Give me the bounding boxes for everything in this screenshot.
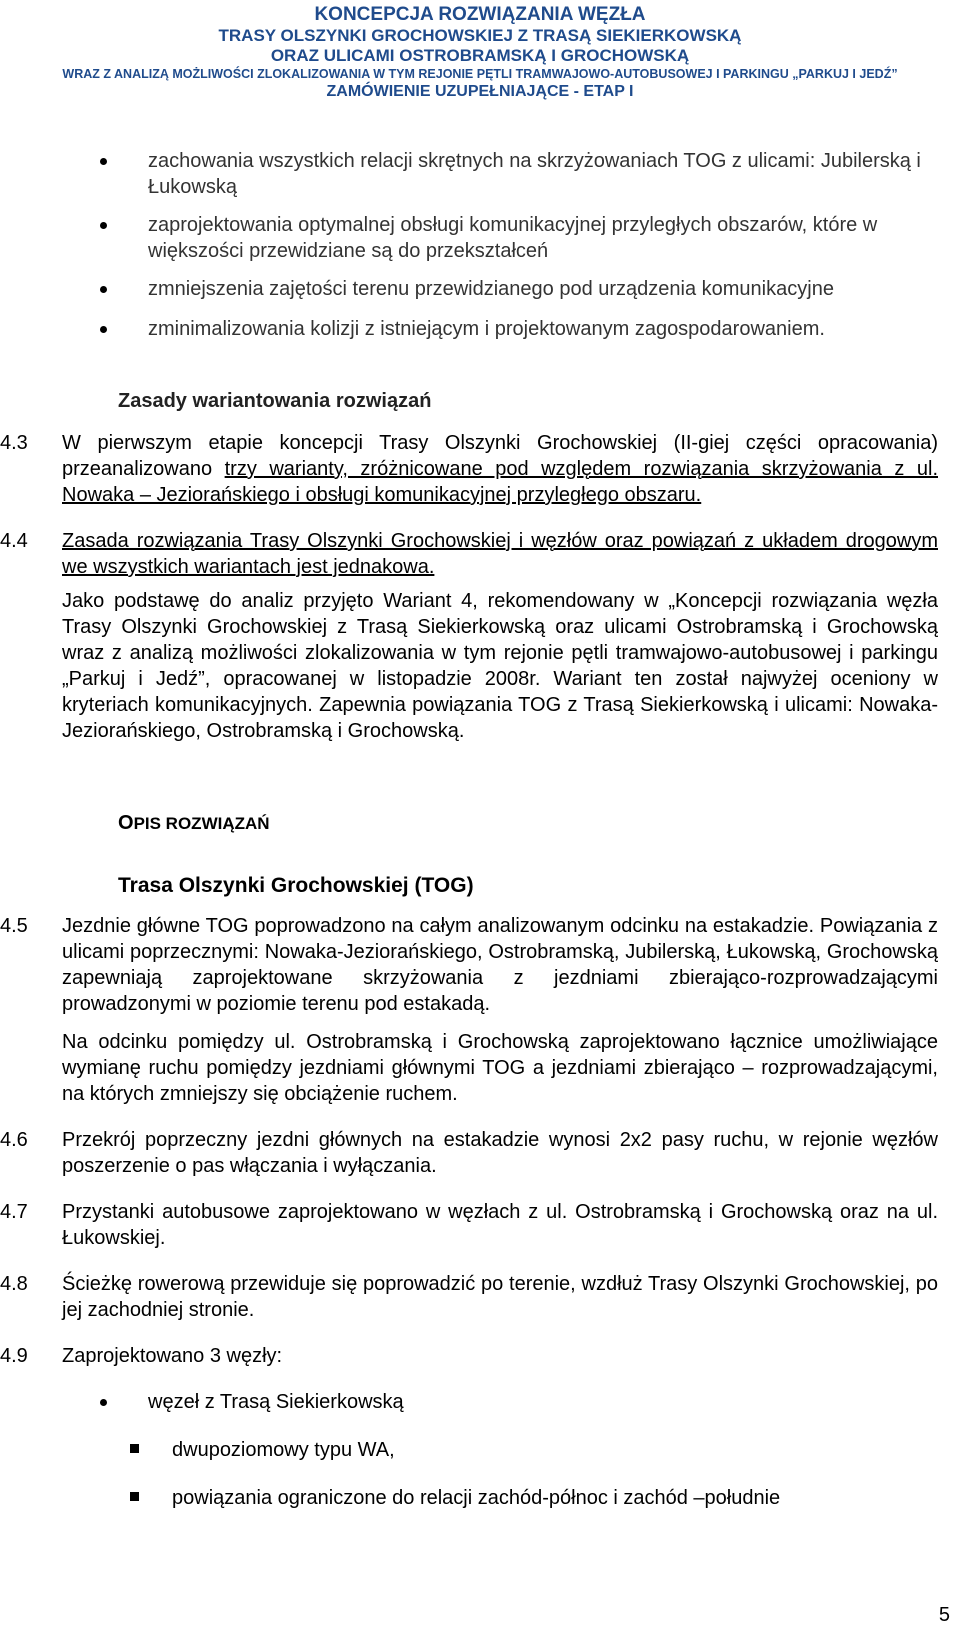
paragraph-number: 4.9	[0, 1345, 28, 1367]
bullet-dot-icon	[100, 286, 107, 293]
paragraph-4-7: 4.7 Przystanki autobusowe zaprojektowano w węzłach z ul. Ostrobramską i Grochowską oraz na ul. Łukowskiej.	[0, 1201, 938, 1249]
bullet-dot-icon	[100, 222, 107, 229]
page-number: 5	[938, 1604, 950, 1626]
header-line-4: WRAZ Z ANALIZĄ MOŻLIWOŚCI ZLOKALIZOWANIA W TYM REJONIE PĘTLI TRAMWAJOWO-AUTOBUSOWEJ I PARKINGU „PARKUJ I JEDŹ”	[62, 66, 898, 81]
paragraph-4-5-continued: Na odcinku pomiędzy ul. Ostrobramską i Grochowską zaprojektowano łącznice umożliwiające wymianę ruchu pomiędzy jezdniami głównymi TOG a jezdniami zbierająco – rozprowadzającymi, na których zmniejszy się obciążenie ruchem.	[62, 1031, 938, 1105]
document-header	[0, 0, 960, 102]
list-item: zmniejszenia zajętości terenu przewidzianego pod urządzenia komunikacyjne	[0, 276, 960, 302]
paragraph-number: 4.7	[0, 1201, 28, 1223]
list-item: powiązania ograniczone do relacji zachód-północ i zachód –południe	[0, 1485, 960, 1511]
paragraph-number: 4.5	[0, 915, 28, 937]
document-body	[0, 148, 960, 1511]
paragraph-number: 4.4	[0, 530, 28, 552]
paragraph-4-4: 4.4 Zasada rozwiązania Trasy Olszynki Grochowskiej i węzłów oraz powiązań z układem drogowym we wszystkich wariantach jest jednakowa.	[0, 530, 938, 578]
bullet-dot-icon	[100, 326, 107, 333]
header-title: KONCEPCJA ROZWIĄZANIA WĘZŁA	[314, 4, 646, 25]
header-line-2: TRASY OLSZYNKI GROCHOWSKIEJ Z TRASĄ SIEKIERKOWSKĄ	[218, 26, 742, 46]
list-item: dwupoziomowy typu WA,	[0, 1437, 960, 1463]
square-bullet-icon	[130, 1444, 139, 1453]
paragraph-4-9: 4.9 Zaprojektowano 3 węzły:	[0, 1345, 283, 1367]
paragraph-4-5: 4.5 Jezdnie główne TOG poprowadzono na całym analizowanym odcinku na estakadzie. Powiązania z ulicami poprzecznymi: Nowaka-Jeziorańskiego, Ostrobramską, Jubilerską, Łukowską, Grochowską zapewniają zaprojektowane skrzyżowania z jezdniami zbierająco-rozprowadzającymi prowadzonymi w poziomie terenu pod estakadą.	[0, 915, 938, 1015]
paragraph-4-3: 4.3 W pierwszym etapie koncepcji Trasy Olszynki Grochowskiej (II-giej części opracowania) przeanalizowano trzy warianty, zróżnicowane pod względem rozwiązania skrzyżowania z ul. Nowaka – Jeziorańskiego i obsługi komunikacyjnej przyległego obszaru.	[0, 432, 938, 506]
paragraph-number: 4.6	[0, 1129, 28, 1151]
paragraph-number: 4.3	[0, 432, 28, 454]
bullet-dot-icon	[100, 158, 107, 165]
list-item: zachowania wszystkich relacji skrętnych na skrzyżowaniach TOG z ulicami: Jubilerską i Łukowską	[0, 148, 960, 200]
header-line-5: ZAMÓWIENIE UZUPEŁNIAJĄCE - ETAP I	[326, 83, 634, 101]
paragraph-number: 4.8	[0, 1273, 28, 1295]
section-title-tog: Trasa Olszynki Grochowskiej (TOG)	[118, 874, 474, 897]
paragraph-4-8: 4.8 Ścieżkę rowerową przewiduje się poprowadzić po terenie, wzdłuż Trasy Olszynki Grochowskiej, po jej zachodniej stronie.	[0, 1273, 938, 1321]
list-item: zaprojektowania optymalnej obsługi komunikacyjnej przyległych obszarów, które w większości przewidziane są do przekształceń	[0, 212, 960, 264]
paragraph-4-4-continued: Jako podstawę do analiz przyjęto Wariant 4, rekomendowany w „Koncepcji rozwiązania węzła Trasy Olszynki Grochowskiej z Trasą Siekierkowską oraz ulicami Ostrobramską i Grochowską wraz z analizą możliwości zlokalizowania w tym rejonie pętli tramwajowo-autobusowej i parkingu „Parkuj i Jedź”, opracowanej w listopadzie 2008r. Wariant ten został najwyżej oceniony w kryteriach komunikacyjnych. Zapewnia powiązania TOG z Trasą Siekierkowską i ulicami: Nowaka-Jeziorańskiego, Ostrobramską i Grochowską.	[62, 590, 938, 742]
square-bullet-icon	[130, 1492, 139, 1501]
list-item: węzeł z Trasą Siekierkowską	[0, 1389, 960, 1415]
bullet-dot-icon	[100, 1399, 107, 1406]
opis-heading: OPIS ROZWIĄZAŃ	[118, 812, 270, 834]
header-line-3: ORAZ ULICAMI OSTROBRAMSKĄ I GROCHOWSKĄ	[270, 46, 690, 66]
section-title: Zasady wariantowania rozwiązań	[118, 390, 432, 412]
paragraph-4-6: 4.6 Przekrój poprzeczny jezdni głównych na estakadzie wynosi 2x2 pasy ruchu, w rejonie węzłów poszerzenie o pas włączania i wyłączania.	[0, 1129, 938, 1177]
list-item: zminimalizowania kolizji z istniejącym i projektowanym zagospodarowaniem.	[0, 316, 960, 342]
